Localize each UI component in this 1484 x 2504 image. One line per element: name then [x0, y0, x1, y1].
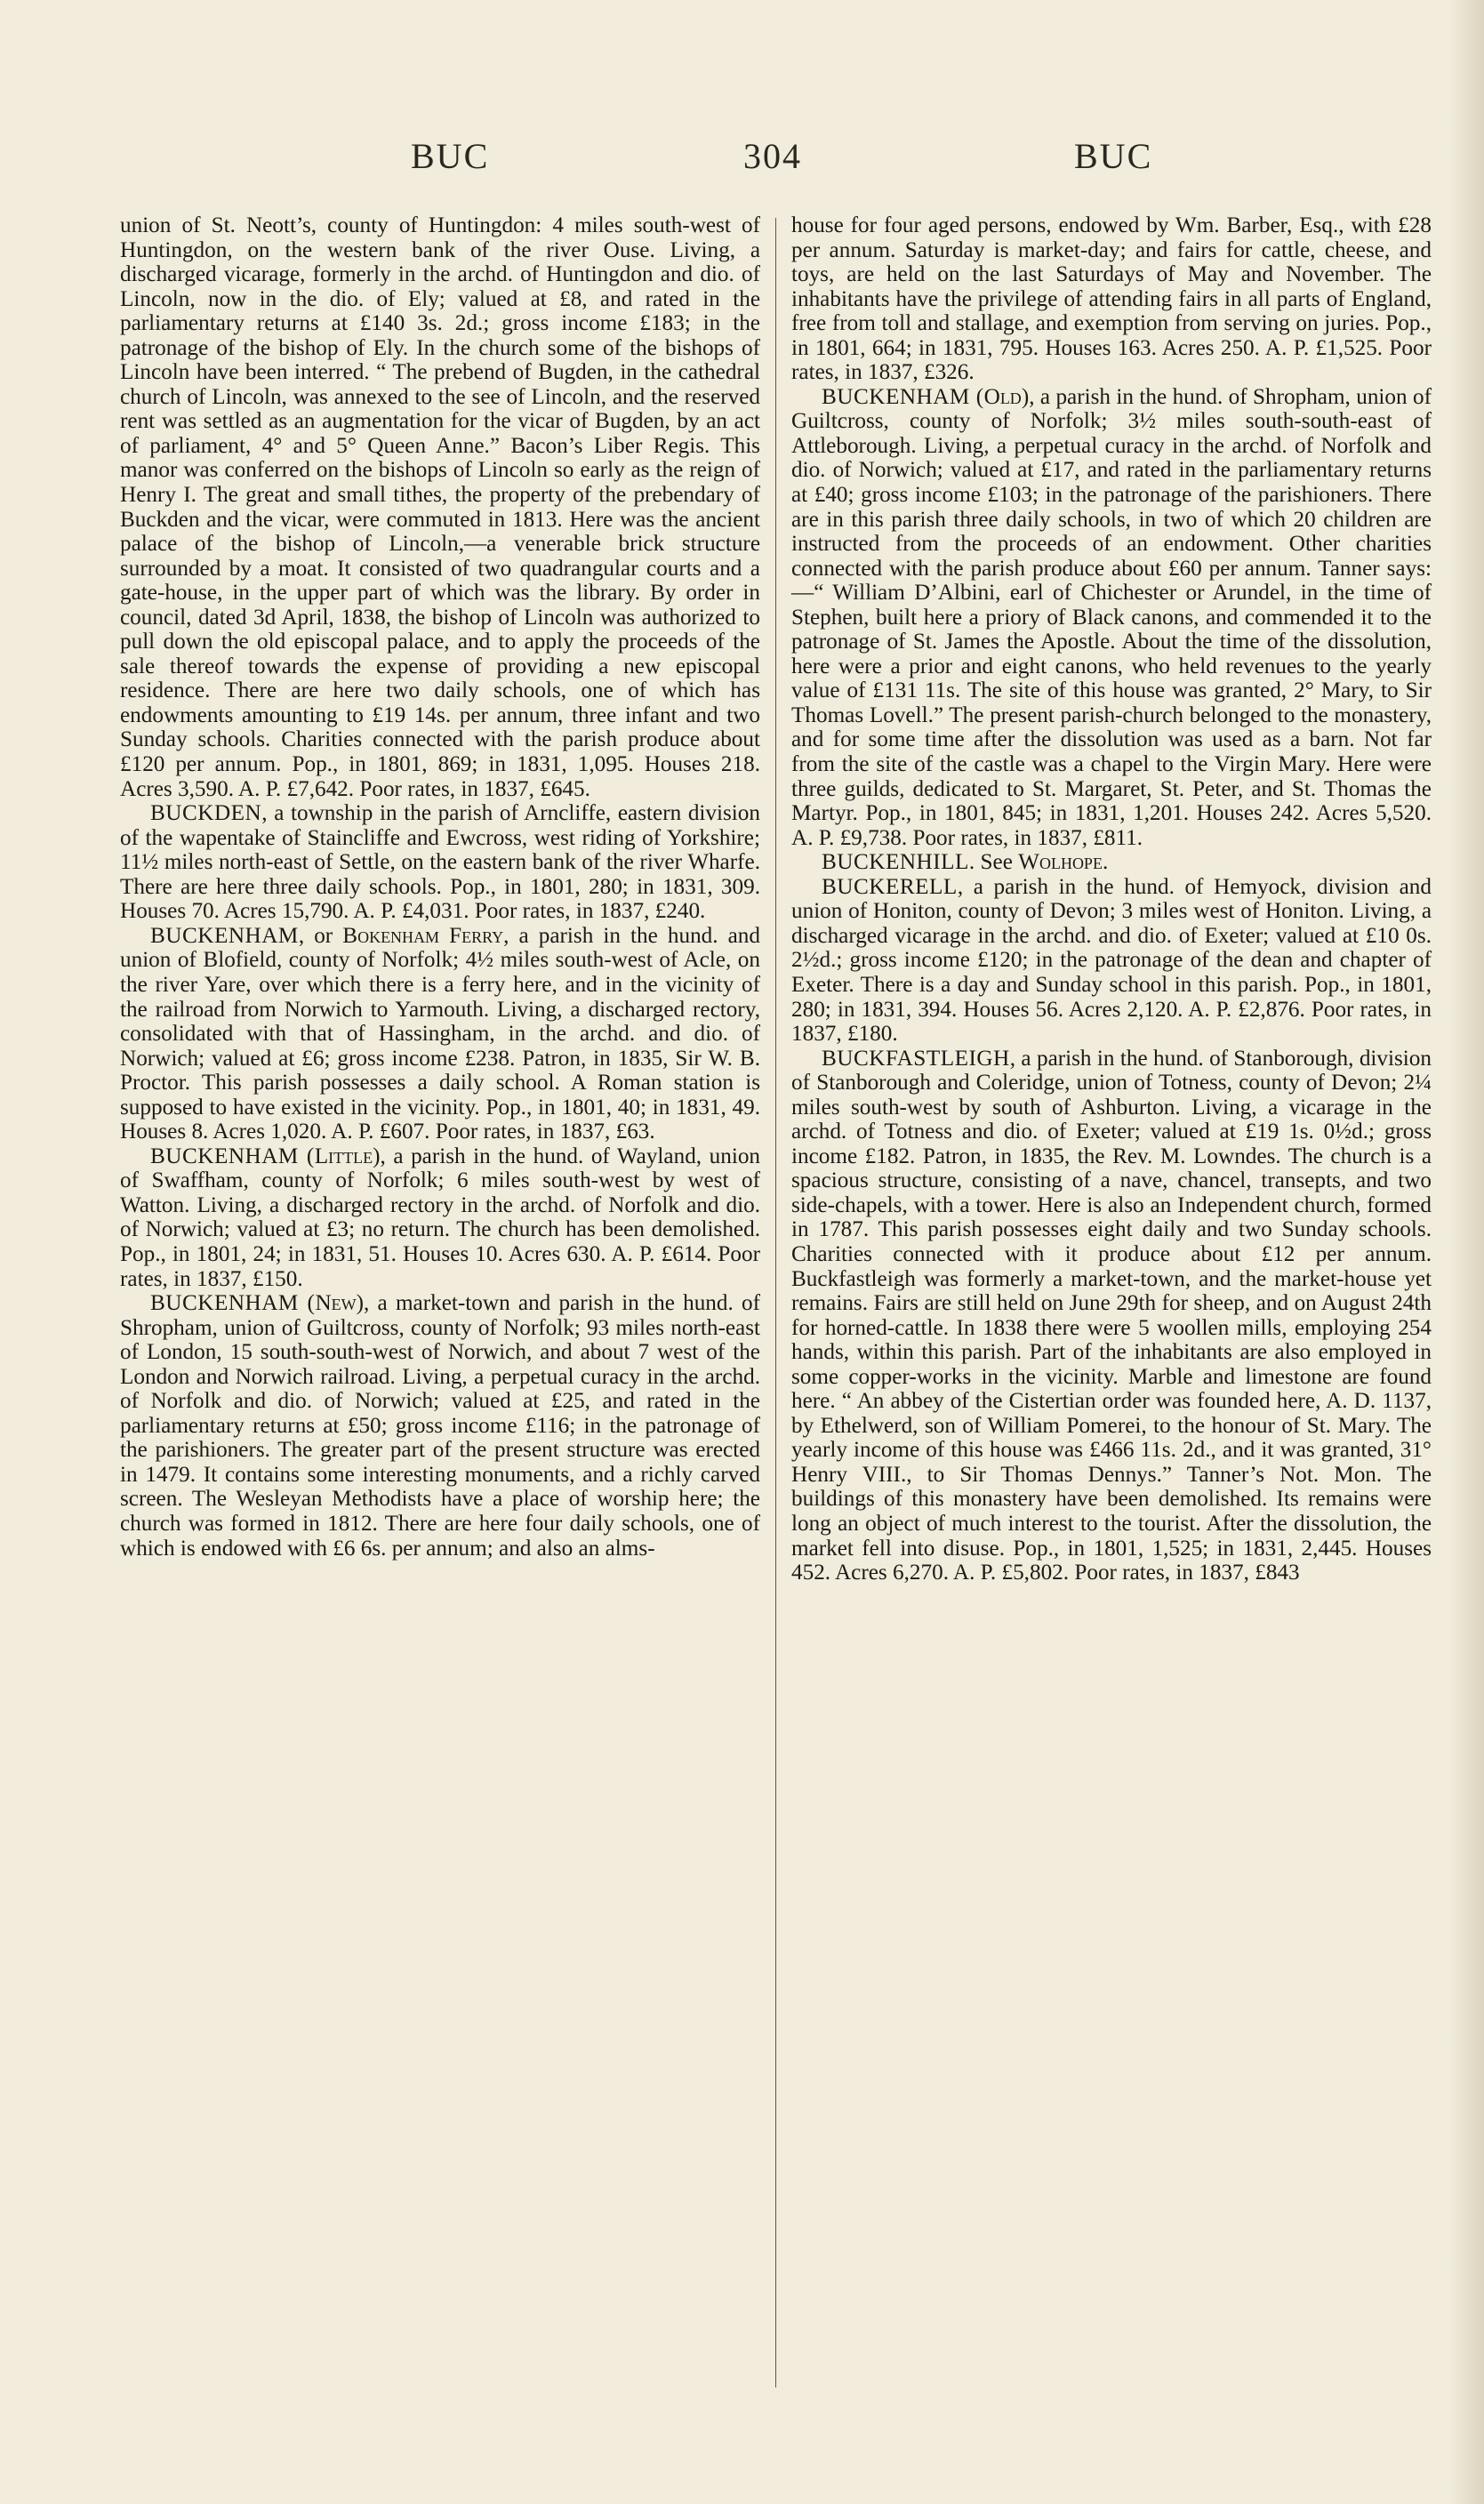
entry-headword: BUCKENHAM [150, 923, 299, 948]
entry-headword: BUCKENHILL [822, 850, 969, 875]
entry-text: ), a market-town and parish in the hund. of Shropham, union of Guiltcross, county of Norfolk; 93 miles north-east of London, 15 south-south-west of Norwich, and about 7 west of the London and Norwich railroad. Living, a perpetual curacy in the archd. of Norfolk and dio. of Norwich; valued at £25, and rated in the parliamentary returns at £50; gross income £116; in the patronage of the parishioners. The greater part of the present structure was erected in 1479. It contains some interesting monuments, and a richly carved screen. The Wesleyan Methodists have a place of worship here; the church was formed in 1812. There are here four daily schools, one of which is endowed with £6 6s. per annum; and also an alms- [120, 1291, 760, 1561]
entry-text: . [1102, 850, 1109, 875]
entry-buckenham-little [120, 1144, 760, 1291]
column-divider [775, 218, 776, 2388]
entry-buckenham [120, 924, 760, 1144]
entry-text: union of St. Neott’s, county of Huntingdon: 4 miles south-west of Huntingdon, on the western bank of the river Ouse. Living, a discharged vicarage, formerly in the archd. of Huntingdon and dio. of Lincoln, now in the dio. of Ely; valued at £8, and rated in the parliamentary returns at £140 3s. 2d.; gross income £183; in the patronage of the bishop of Ely. In the church some of the bishops of Lincoln have been interred. “ The prebend of Bugden, in the cathedral church of Lincoln, was annexed to the see of Lincoln, and the reserved rent was settled as an augmentation for the vicar of Bugden, by an act of parliament, 4° and 5° Queen Anne.” Bacon’s Liber Regis. This manor was conferred on the bishops of Lincoln so early as the reign of Henry I. The great and small tithes, the property of the prebendary of Buckden and the vicar, were commuted in 1813. Here was the ancient palace of the bishop of Lincoln,—a venerable brick structure surrounded by a moat. It consisted of two quadrangular courts and a gate-house, in the upper part of which was the library. By order in council, dated 3d April, 1838, the bishop of Lincoln was authorized to pull down the old episcopal palace, and to apply the proceeds of the sale thereof towards the expense of providing a new episcopal residence. There are here two daily schools, one of which has endowments amounting to £19 14s. per annum, three infant and two Sunday schools. Charities connected with the parish produce about £120 per annum. Pop., in 1801, 869; in 1831, 1,095. Houses 218. Acres 3,590. A. P. £7,642. Poor rates, in 1837, £645. [120, 213, 760, 801]
entry-buckenham-new-continued [791, 213, 1432, 385]
entry-text: , a township in the parish of Arncliffe, eastern division of the wapentake of Staincliffe and Ewcross, west riding of Yorkshire; 11½ miles north-east of Settle, on the eastern bank of the river Wharfe. There are here three daily schools. Pop., in 1801, 280; in 1831, 309. Houses 70. Acres 15,790. A. P. £4,031. Poor rates, in 1837, £240. [120, 801, 760, 924]
header-right-keyword: BUC [1074, 136, 1153, 176]
cross-reference: Wolhope [1018, 850, 1103, 875]
entry-buckenhill [791, 850, 1432, 875]
entry-headword: BUCKFASTLEIGH [822, 1046, 1010, 1071]
entry-text: , a parish in the hund. of Hemyock, division and union of Honiton, county of Devon; 3 miles west of Honiton. Living, a discharged vicarage in the archd. and dio. of Exeter; valued at £10 0s. 2½d.; gross income £120; in the patronage of the dean and chapter of Exeter. There is a day and Sunday school in this parish. Pop., in 1801, 280; in 1831, 394. Houses 56. Acres 2,120. A. P. £2,876. Poor rates, in 1837, £180. [791, 874, 1432, 1047]
entry-text: , a parish in the hund. of Stanborough, division of Stanborough and Coleridge, union of Totness, county of Devon; 2¼ miles south-west by south of Ashburton. Living, a vicarage in the archd. of Totness and dio. of Exeter; valued at £19 1s. 0½d.; gross income £182. Patron, in 1835, the Rev. M. Lowndes. The church is a spacious structure, consisting of a nave, chancel, transepts, and two side-chapels, with a tower. Here is also an Independent church, formed in 1787. This parish possesses eight daily and two Sunday schools. Charities connected with it produce about £12 per annum. Buckfastleigh was formerly a market-town, and the market-house yet remains. Fairs are still held on June 29th for sheep, and on August 24th for horned-cattle. In 1838 there were 5 woollen mills, employing 254 hands, within this parish. Part of the inhabitants are also employed in some copper-works in the vicinity. Marble and limestone are found here. “ An abbey of the Cistertian order was founded here, A. D. 1137, by Ethelwerd, son of William Pomerei, to the honour of St. Mary. The yearly income of this house was £466 11s. 2d., and it was granted, 31° Henry VIII., to Sir Thomas Dennys.” Tanner’s Not. Mon. The buildings of this monastery have been demolished. Its remains were long an object of much interest to the tourist. After the dissolution, the market fell into disuse. Pop., in 1801, 1,525; in 1831, 2,445. Houses 452. Acres 6,270. A. P. £5,802. Poor rates, in 1837, £843 [791, 1046, 1432, 1585]
entry-qualifier: Old [983, 384, 1022, 409]
entry-text: , a parish in the hund. and union of Blofield, county of Norfolk; 4½ miles south-west of Acle, on the river Yare, over which there is a ferry here, and in the vicinity of the railroad from Norwich to Yarmouth. Living, a discharged rectory, consolidated with that of Hassingham, in the archd. and dio. of Norwich; valued at £6; gross income £238. Patron, in 1835, Sir W. B. Proctor. This parish possesses a daily school. A Roman station is supposed to have existed in the vicinity. Pop., in 1801, 40; in 1831, 49. Houses 8. Acres 1,020. A. P. £607. Poor rates, in 1837, £63. [120, 923, 760, 1144]
entry-buckenham-new [120, 1291, 760, 1561]
left-column [120, 213, 760, 1561]
entry-buckfastleigh [791, 1047, 1432, 1585]
page-edge-shading [1448, 0, 1484, 2504]
entry-headword: BUCKENHAM ( [150, 1291, 316, 1316]
entry-headword: BUCKENHAM ( [150, 1144, 315, 1168]
entry-buckden-township [120, 801, 760, 924]
entry-text: ), a parish in the hund. of Wayland, union of Swaffham, county of Norfolk; 6 miles south-west by west of Watton. Living, a discharged rectory in the archd. of Norfolk and dio. of Norwich; valued at £3; no return. The church has been demolished. Pop., in 1801, 24; in 1831, 51. Houses 10. Acres 630. A. P. £614. Poor rates, in 1837, £150. [120, 1144, 761, 1291]
entry-text: ), a parish in the hund. of Shropham, union of Guiltcross, county of Norfolk; 3½ miles south-south-east of Attleborough. Living, a perpetual curacy in the archd. of Norfolk and dio. of Norwich; valued at £17, and rated in the parliamentary returns at £40; gross income £103; in the patronage of the parishioners. There are in this parish three daily schools, in two of which 20 children are instructed from the proceeds of an endowment. Other charities connected with the parish produce about £60 per annum. Tanner says:—“ William D’Albini, earl of Chichester or Arundel, in the time of Stephen, built here a priory of Black canons, and commended it to the patronage of St. James the Apostle. About the time of the dissolution, here were a prior and eight canons, who held revenues to the yearly value of £131 11s. The site of this house was granted, 2° Mary, to Sir Thomas Lovell.” The present parish-church belonged to the monastery, and for some time after the dissolution was used as a barn. Not far from the site of the castle was a chapel to the Virgin Mary. Here were three guilds, dedicated to St. Margaret, St. Peter, and St. Thomas the Martyr. Pop., in 1801, 845; in 1831, 1,201. Houses 242. Acres 5,520. A. P. £9,738. Poor rates, in 1837, £811. [791, 384, 1432, 850]
entry-qualifier: New [315, 1291, 357, 1316]
entry-text: . See [968, 850, 1019, 875]
entry-text: house for four aged persons, endowed by Wm. Barber, Esq., with £28 per annum. Saturday is market-day; and fairs for cattle, cheese, and toys, are held on the last Saturdays of May and November. The inhabitants have the privilege of attending fairs in all parts of England, free from toll and stallage, and exemption from serving on juries. Pop., in 1801, 664; in 1831, 795. Houses 163. Acres 250. A. P. £1,525. Poor rates, in 1837, £326. [791, 213, 1432, 385]
header-left-keyword: BUC [411, 136, 490, 176]
entry-alt-name: Bokenham Ferry [342, 923, 504, 948]
entry-headword: BUCKENHAM ( [822, 384, 984, 409]
entry-headword: BUCKERELL [822, 874, 958, 899]
entry-headword: BUCKDEN [150, 801, 262, 826]
right-column [791, 213, 1432, 1585]
entry-qualifier: Little [314, 1144, 373, 1168]
entry-buckden-continued [120, 213, 760, 801]
entry-text: , or [298, 923, 343, 948]
running-header [0, 135, 1484, 189]
entry-buckenham-old [791, 385, 1432, 850]
page-number: 304 [743, 136, 802, 176]
entry-buckerell [791, 875, 1432, 1047]
